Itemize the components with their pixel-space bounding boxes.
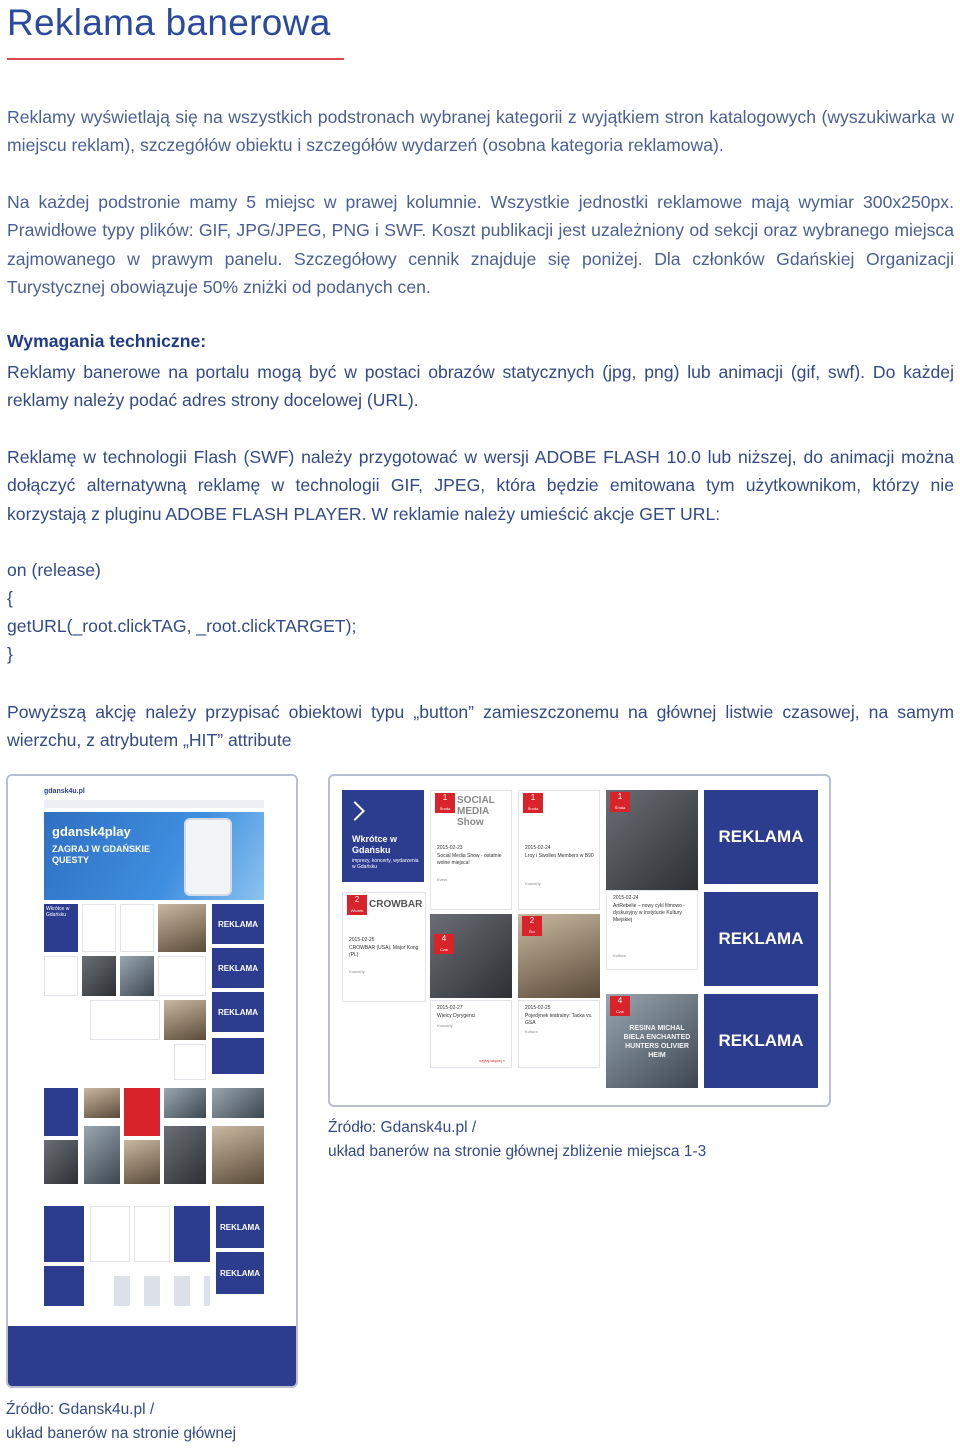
nav-bar — [44, 800, 264, 808]
event-title: Pojedynek teatralny: Tacka vs. GSA — [525, 1013, 593, 1026]
ad-slot-3[interactable]: REKLAMA — [704, 994, 818, 1088]
homepage-screenshot — [6, 774, 298, 1388]
code-line: } — [7, 644, 13, 664]
closeup-caption: Źródło: Gdansk4u.pl / układ banerów na stronie głównej zbliżenie miejsca 1-3 — [328, 1119, 707, 1160]
event-date: 2015-02-23 — [437, 845, 463, 851]
ad-slot-1[interactable]: REKLAMA — [212, 904, 264, 944]
event-poster — [606, 994, 698, 1088]
event-title: Wielcy Dyrygenci — [437, 1013, 476, 1019]
hero-subtitle: ZAGRAJ W GDAŃSKIE QUESTY — [52, 844, 151, 865]
event-tile — [158, 956, 206, 996]
event-tile — [44, 956, 78, 996]
event-category: Koncerty — [437, 1023, 453, 1028]
event-photo — [430, 914, 512, 998]
code-line: getURL(_root.clickTAG, _root.clickTARGET); — [7, 616, 357, 636]
event-date-badge: 4 Czw — [434, 934, 454, 954]
event-date: 2015-02-24 — [613, 895, 639, 901]
feature-tile — [124, 1088, 160, 1136]
event-photo — [518, 914, 600, 998]
event-date: 2015-02-24 — [525, 845, 551, 851]
photo-tile — [84, 1088, 120, 1118]
promo-tile — [342, 790, 424, 882]
event-card[interactable] — [430, 1000, 512, 1068]
hero-banner — [44, 812, 264, 900]
promo-subtitle: imprezy, koncerty, wydarzenia w Gdańsku — [352, 858, 419, 870]
event-photo — [606, 790, 698, 890]
event-date-badge: 1 Środa — [435, 793, 455, 813]
event-photo — [82, 956, 116, 996]
event-photo — [120, 956, 154, 996]
formats-paragraph: Reklamy banerowe na portalu mogą być w postaci obrazów statycznych (jpg, png) lub animacji (gif, swf). Do każdej reklamy należy podać adres strony docelowej (URL). — [7, 362, 954, 411]
event-date: 2015-02-27 — [437, 1005, 463, 1011]
event-card[interactable] — [606, 890, 698, 970]
event-date-badge: 4 Czw — [610, 996, 630, 1016]
promo-tile — [44, 1206, 84, 1262]
event-photo — [158, 904, 206, 952]
promo-tile: Wkrótce w Gdańsku — [44, 904, 78, 952]
event-date: 2015-02-25 — [525, 1005, 551, 1011]
page-title: Reklama banerowa — [7, 2, 331, 43]
news-tile — [174, 1044, 206, 1080]
event-card[interactable] — [430, 790, 512, 910]
ad-slot-2[interactable]: REKLAMA — [704, 892, 818, 986]
event-title: Lroy i Swollen Members w B90 — [525, 853, 594, 859]
event-category: Koncerty — [349, 969, 365, 974]
event-category: Kultura — [525, 1029, 538, 1034]
event-tile — [82, 904, 116, 952]
ad-slot-5[interactable]: REKLAMA — [216, 1252, 264, 1294]
promo-tile — [44, 1266, 84, 1306]
button-action-paragraph: Powyższą akcję należy przypisać obiektowi typu „button” zamieszczonemu na głównej listwie czasowej, na samym wierzchu, z atrybutem „HIT” attribute — [7, 702, 954, 751]
promo-tile — [44, 1088, 78, 1136]
event-date-badge: 1 Środa — [523, 793, 543, 813]
ad-slot-4[interactable]: REKLAMA — [216, 1206, 264, 1248]
event-date-badge: 2 Wtorek — [347, 895, 367, 915]
photo-tile — [164, 1088, 206, 1118]
photo-tile — [84, 1126, 120, 1184]
phone-image — [184, 818, 232, 896]
photo-tile — [212, 1088, 264, 1118]
event-card[interactable] — [518, 790, 600, 910]
hero-title: gdansk4play — [52, 824, 131, 839]
event-title: CROWBAR (USA), Major Kong (PL) — [349, 945, 419, 958]
intro-paragraph: Reklamy wyświetlają się na wszystkich podstronach wybranej kategorii z wyjątkiem stron katalogowych (wyszukiwarka w miejscu reklam), szczegółów obiektu i szczegółów wydarzeń (osobna kategoria reklamowa). — [7, 107, 954, 156]
chevron-right-icon — [345, 801, 365, 821]
photo-tile — [44, 1140, 78, 1184]
event-date-badge: 1 Środa — [610, 792, 630, 812]
newsletter-tile — [174, 1206, 210, 1262]
event-card[interactable] — [518, 1000, 600, 1068]
code-line: { — [7, 588, 13, 608]
poster-text: RESINA MICHAL BIELA ENCHANTED HUNTERS OLIVIER HEIM — [623, 1025, 691, 1059]
event-date: 2015-02-25 — [349, 937, 375, 943]
news-photo — [164, 1000, 206, 1040]
flash-paragraph: Reklamę w technologii Flash (SWF) należy przygotować w wersji ADOBE FLASH 10.0 lub niższej, do animacji można dołączyć alternatywną reklamę w technologii GIF, JPEG, która będzie emitowana tym użytkownikom, którzy nie korzystają z pluginu ADOBE FLASH PLAYER. W reklamie należy umieścić akcje GET URL: — [7, 447, 954, 524]
placement-paragraph: Na każdej podstronie mamy 5 miejsc w prawej kolumnie. Wszystkie jednostki reklamowe mają wymiar 300x250px. Prawidłowe typy plików: GIF, JPG/JPEG, PNG i SWF. Koszt publikacji jest uzależniony od sekcji oraz wybranego miejsca zajmowanego w prawym panelu. Szczegółowy cennik znajduje się poniżej. Dla członków Gdańskiej Organizacji Turystycznej obowiązuje 50% zniżki od podanych cen. — [7, 192, 954, 298]
event-category: Koncerty — [525, 881, 541, 886]
event-tile — [120, 904, 154, 952]
photo-tile — [212, 1126, 264, 1184]
site-footer — [8, 1326, 296, 1386]
ad-slots-closeup-screenshot — [328, 774, 831, 1107]
event-title: ArtRebelie – nowy cykl filmowo - dyskusyjny w Instytucie Kultury Miejskiej — [613, 903, 685, 923]
code-line: on (release) — [7, 560, 101, 580]
event-tile — [134, 1206, 170, 1262]
photo-tile — [164, 1126, 206, 1184]
event-category: Kultura — [613, 953, 626, 958]
partner-logos — [100, 1276, 210, 1306]
site-logo: gdansk4u.pl — [44, 788, 85, 795]
photo-tile — [124, 1140, 160, 1184]
news-tile — [90, 1000, 160, 1040]
title-underline — [7, 58, 344, 60]
technical-requirements-heading: Wymagania techniczne: — [7, 331, 207, 351]
promo-title: Wkrótce w Gdańsku — [352, 834, 398, 855]
chat-tile — [212, 1038, 264, 1074]
event-category: Event — [437, 877, 448, 882]
event-banner-text: SOCIAL MEDIA Show — [457, 795, 495, 828]
ad-slot-1[interactable]: REKLAMA — [704, 790, 818, 884]
homepage-caption: Źródło: Gdansk4u.pl / układ banerów na stronie głównej — [6, 1401, 237, 1442]
event-title: Social Media Show - ostatnie wolne miejsca! — [437, 853, 502, 866]
event-banner-text: CROWBAR — [369, 899, 423, 910]
event-tile — [90, 1206, 130, 1262]
event-date-badge: 2 Śro — [522, 916, 542, 936]
ad-slot-2[interactable]: REKLAMA — [212, 948, 264, 988]
read-more-link[interactable]: czytaj więcej » — [479, 1058, 505, 1063]
event-card[interactable] — [342, 892, 426, 1002]
ad-slot-3[interactable]: REKLAMA — [212, 992, 264, 1032]
